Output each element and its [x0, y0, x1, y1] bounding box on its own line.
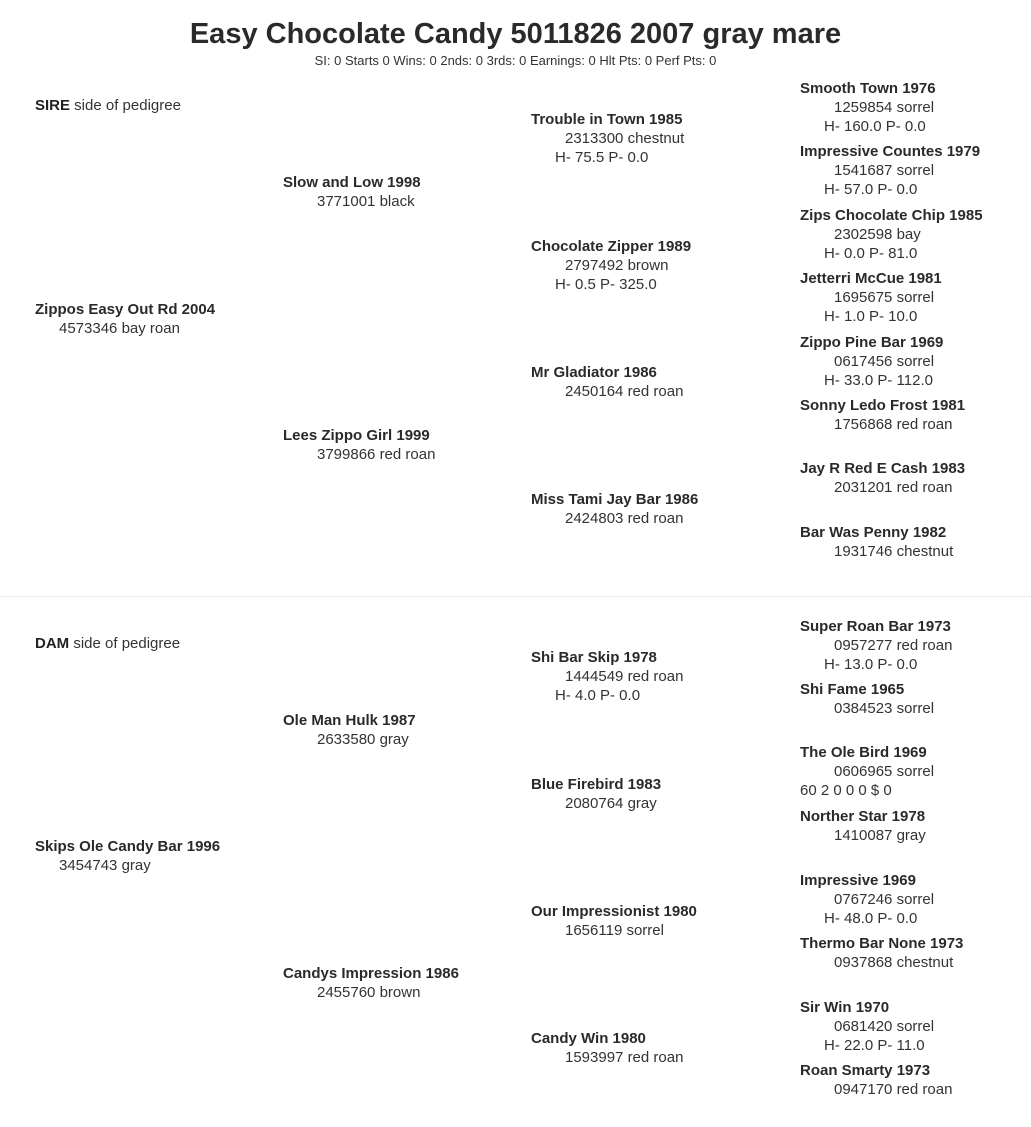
horse-info: 1931746 chestnut	[834, 543, 954, 560]
horse-info: 0606965 sorrel	[834, 763, 935, 780]
gen4-horse-4	[800, 269, 942, 326]
sire-side-label	[35, 97, 181, 114]
gen1-dam	[35, 837, 220, 875]
horse-name: Thermo Bar None 1973	[800, 935, 964, 952]
horse-name: Trouble in Town 1985	[531, 111, 683, 128]
horse-info: 3454743 gray	[59, 857, 151, 874]
horse-name: Shi Bar Skip 1978	[531, 649, 657, 666]
horse-info: 3771001 black	[317, 193, 415, 210]
horse-name: Candy Win 1980	[531, 1030, 646, 1047]
horse-points: H- 4.0 P- 0.0	[555, 687, 641, 704]
gen1-sire	[35, 300, 215, 338]
horse-name: Shi Fame 1965	[800, 681, 905, 698]
gen3-horse-6	[531, 775, 661, 813]
horse-info: 2633580 gray	[317, 731, 409, 748]
gen4-horse-9	[800, 617, 952, 674]
horse-points: H- 0.0 P- 81.0	[824, 245, 918, 262]
gen2-horse-3	[283, 711, 416, 749]
horse-name: Mr Gladiator 1986	[531, 364, 657, 381]
gen4-horse-2	[800, 142, 980, 199]
horse-info: 1410087 gray	[834, 827, 926, 844]
horse-info: 2450164 red roan	[565, 383, 684, 400]
horse-info: 0937868 chestnut	[834, 954, 954, 971]
horse-info: 3799866 red roan	[317, 446, 436, 463]
horse-name: Zips Chocolate Chip 1985	[800, 207, 983, 224]
gen4-horse-11	[800, 743, 934, 800]
horse-name: Jetterri McCue 1981	[800, 270, 942, 287]
horse-points: H- 13.0 P- 0.0	[824, 656, 918, 673]
horse-name: Slow and Low 1998	[283, 174, 421, 191]
gen4-horse-14	[800, 934, 963, 972]
horse-info: 1259854 sorrel	[834, 99, 935, 116]
gen2-horse-2	[283, 426, 435, 464]
horse-name: Zippos Easy Out Rd 2004	[35, 301, 216, 318]
horse-info: 4573346 bay roan	[59, 320, 180, 337]
horse-name: Sir Win 1970	[800, 999, 890, 1016]
gen3-horse-7	[531, 902, 697, 940]
horse-info: 2313300 chestnut	[565, 130, 685, 147]
gen4-horse-10	[800, 680, 934, 718]
horse-name: Roan Smarty 1973	[800, 1062, 931, 1079]
horse-points: H- 75.5 P- 0.0	[555, 149, 649, 166]
horse-name: Our Impressionist 1980	[531, 903, 697, 920]
horse-info: 0957277 red roan	[834, 637, 953, 654]
horse-info: 2080764 gray	[565, 795, 657, 812]
gen4-horse-5	[800, 333, 943, 390]
sire-side-label-bold: SIRE	[35, 97, 71, 114]
horse-info: 1593997 red roan	[565, 1049, 684, 1066]
horse-name: Sonny Ledo Frost 1981	[800, 397, 966, 414]
pedigree-title: Easy Chocolate Candy 5011826 2007 gray mare	[189, 18, 842, 50]
gen4-horse-6	[800, 396, 965, 434]
horse-info: 0947170 red roan	[834, 1081, 953, 1098]
horse-name: Skips Ole Candy Bar 1996	[35, 838, 221, 855]
horse-info: 0767246 sorrel	[834, 891, 935, 908]
gen4-horse-7	[800, 459, 965, 497]
horse-name: Lees Zippo Girl 1999	[283, 427, 430, 444]
gen3-horse-3	[531, 363, 683, 401]
horse-points: H- 33.0 P- 112.0	[824, 372, 933, 389]
horse-name: Impressive Countes 1979	[800, 143, 981, 160]
gen4-horse-8	[800, 523, 953, 561]
gen4-horse-16	[800, 1061, 952, 1099]
horse-name: Impressive 1969	[800, 872, 916, 889]
horse-name: Candys Impression 1986	[283, 965, 459, 982]
horse-info: 2302598 bay	[834, 226, 921, 243]
horse-name: Bar Was Penny 1982	[800, 524, 947, 541]
horse-name: Super Roan Bar 1973	[800, 618, 951, 635]
horse-info: 2424803 red roan	[565, 510, 684, 527]
gen4-horse-3	[800, 206, 983, 263]
gen4-horse-12	[800, 807, 926, 845]
horse-info: 0384523 sorrel	[834, 700, 935, 717]
horse-info: 0681420 sorrel	[834, 1018, 935, 1035]
horse-info: 1656119 sorrel	[565, 922, 664, 939]
horse-name: Norther Star 1978	[800, 808, 926, 825]
horse-name: Zippo Pine Bar 1969	[800, 334, 944, 351]
horse-points: 60 2 0 0 0 $ 0	[800, 782, 892, 799]
dam-side-label-rest: side of pedigree	[69, 635, 181, 652]
horse-name: Miss Tami Jay Bar 1986	[531, 491, 699, 508]
horse-info: 0617456 sorrel	[834, 353, 935, 370]
gen4-horse-1	[800, 79, 936, 136]
gen3-horse-4	[531, 490, 698, 528]
horse-info: 2797492 brown	[565, 257, 669, 274]
horse-info: 1541687 sorrel	[834, 162, 935, 179]
gen3-horse-2	[531, 237, 691, 294]
horse-name: Blue Firebird 1983	[531, 776, 662, 793]
sire-side-label-rest: side of pedigree	[70, 97, 181, 114]
dam-side-label	[35, 635, 180, 652]
gen3-horse-1	[531, 110, 684, 167]
horse-info: 1695675 sorrel	[834, 289, 935, 306]
horse-name: Ole Man Hulk 1987	[283, 712, 416, 729]
horse-name: The Ole Bird 1969	[800, 744, 927, 761]
horse-name: Jay R Red E Cash 1983	[800, 460, 966, 477]
section-divider	[0, 596, 1031, 597]
horse-points: H- 22.0 P- 11.0	[824, 1037, 925, 1054]
gen3-horse-8	[531, 1029, 683, 1067]
horse-info: 1756868 red roan	[834, 416, 953, 433]
horse-points: H- 0.5 P- 325.0	[555, 276, 657, 293]
dam-side-label-bold: DAM	[35, 635, 70, 652]
horse-info: 2455760 brown	[317, 984, 421, 1001]
horse-points: H- 48.0 P- 0.0	[824, 910, 918, 927]
horse-info: 2031201 red roan	[834, 479, 953, 496]
gen3-horse-5	[531, 648, 683, 705]
horse-points: H- 57.0 P- 0.0	[824, 181, 918, 198]
horse-name: Smooth Town 1976	[800, 80, 936, 97]
gen4-horse-13	[800, 871, 934, 928]
horse-info: 1444549 red roan	[565, 668, 684, 685]
horse-points: H- 1.0 P- 10.0	[824, 308, 918, 325]
gen4-horse-15	[800, 998, 934, 1055]
gen2-horse-1	[283, 173, 421, 211]
horse-points: H- 160.0 P- 0.0	[824, 118, 926, 135]
performance-stats: SI: 0 Starts 0 Wins: 0 2nds: 0 3rds: 0 Earnings: 0 Hlt Pts: 0 Perf Pts: 0	[314, 53, 717, 68]
gen2-horse-4	[283, 964, 459, 1002]
horse-name: Chocolate Zipper 1989	[531, 238, 692, 255]
